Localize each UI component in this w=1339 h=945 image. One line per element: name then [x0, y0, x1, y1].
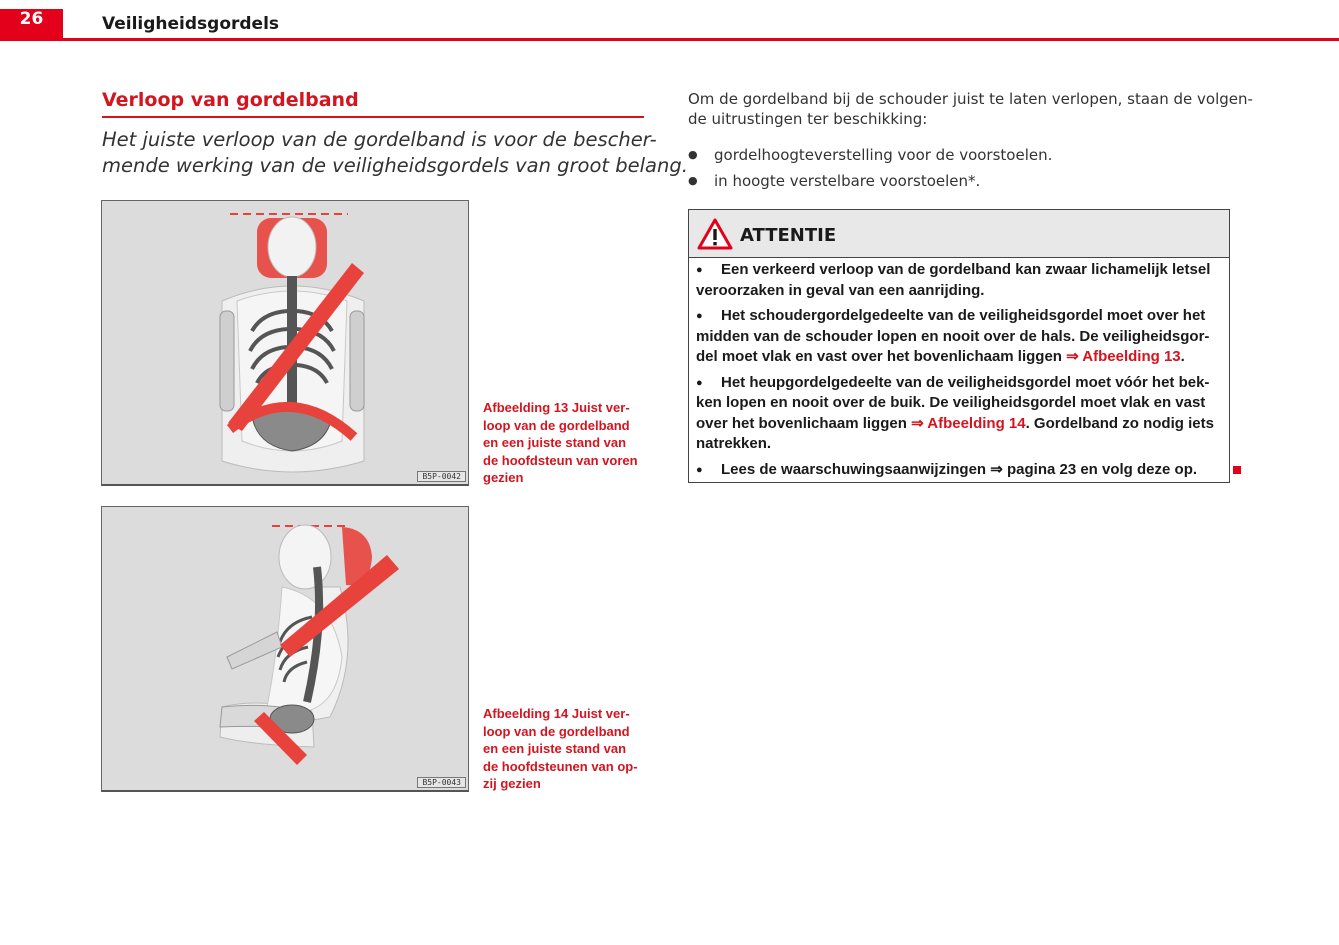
warning-text: natrekken. — [696, 435, 772, 452]
warning-title: ATTENTIE — [740, 225, 837, 246]
warning-text: . — [1180, 348, 1185, 365]
warning-body — [689, 258, 1229, 480]
caption-line: zij gezien — [483, 776, 541, 792]
caption-line: Afbeelding 14 Juist ver- — [483, 706, 630, 721]
warning-text: ken lopen en nooit over de buik. De veiligheidsgordel moet vlak en vast — [696, 394, 1206, 411]
intro-line: Om de gordelband bij de schouder juist te laten verlopen, staan de volgen- — [688, 90, 1253, 108]
chapter-title: Veiligheidsgordels — [102, 14, 280, 34]
page-header — [0, 0, 1339, 41]
warning-text: del moet vlak en vast over het bovenlichaam liggen — [696, 348, 1067, 365]
figure-13-front-view — [101, 200, 469, 486]
figure-14-side-view — [101, 506, 469, 792]
list-item: ● in hoogte verstelbare voorstoelen*. — [688, 171, 1052, 197]
caption-line: de hoofdsteun van voren — [483, 452, 638, 468]
warning-text: midden van de schouder lopen en nooit over de hals. De veiligheidsgor- — [696, 327, 1210, 345]
header-rule — [63, 38, 1339, 41]
page-number: 26 — [0, 9, 63, 41]
equipment-list — [688, 145, 1052, 197]
warning-box — [688, 209, 1230, 483]
warning-text: . Gordelband zo nodig iets — [1025, 414, 1214, 432]
warning-item: ● Een verkeerd verloop van de gordelband kan zwaar lichamelijk letsel veroorzaken in geval van een aanrijding. — [696, 260, 1222, 301]
section-title: Verloop van gordelband — [102, 89, 359, 111]
figure-14-link[interactable]: ⇒ Afbeelding 14 — [911, 414, 1026, 432]
seat-front-illustration — [102, 201, 469, 486]
caption-line: en een juiste stand van — [483, 741, 627, 757]
caption-line: loop van de gordelband — [483, 417, 630, 433]
warning-text: Het heupgordelgedeelte van de veiligheidsgordel moet vóór het bek- — [721, 373, 1210, 391]
intro-line: Het juiste verloop van de gordelband is voor de bescher- — [102, 128, 657, 151]
figure-code: B5P-0042 — [417, 471, 466, 482]
caption-line: en een juiste stand van — [483, 435, 627, 451]
warning-text: over het bovenlichaam liggen — [696, 414, 912, 432]
section-intro — [102, 127, 688, 179]
warning-text: veroorzaken in geval van een aanrijding. — [696, 281, 985, 299]
section-rule — [102, 116, 644, 118]
intro-line: de uitrustingen ter beschikking: — [688, 110, 928, 128]
right-intro — [688, 89, 1253, 129]
warning-item: ● Het schoudergordelgedeelte van de veiligheidsgordel moet over het midden van de schouder lopen en nooit over de hals. De veiligheidsgor- del moet vlak en vast over het bovenlichaam liggen ⇒ Afbeelding 13. — [696, 306, 1222, 368]
figure-14-caption — [483, 705, 648, 793]
caption-line: loop van de gordelband — [483, 723, 630, 739]
seat-side-illustration — [102, 507, 469, 792]
list-item: ● gordelhoogteverstelling voor de voorstoelen. — [688, 145, 1052, 171]
warning-text: Het schoudergordelgedeelte van de veiligheidsgordel moet over het — [721, 307, 1206, 324]
caption-line: Afbeelding 13 Juist ver- — [483, 400, 630, 415]
warning-triangle-icon — [697, 218, 733, 250]
caption-line: gezien — [483, 470, 524, 486]
intro-line: mende werking van de veiligheidsgordels van groot belang. — [102, 154, 688, 177]
warning-item: ● Het heupgordelgedeelte van de veiligheidsgordel moet vóór het bek- ken lopen en nooit over de buik. De veiligheidsgordel moet vlak en vast over het bovenlichaam liggen ⇒ Afbeelding 14. Gordelband zo nodig iets natrekken. — [696, 373, 1222, 455]
warning-text: Een verkeerd verloop van de gordelband kan zwaar lichamelijk letsel — [721, 261, 1211, 278]
warning-header — [689, 210, 1229, 258]
figure-13-caption — [483, 399, 648, 487]
warning-item: ● Lees de waarschuwingsaanwijzingen ⇒ pagina 23 en volg deze op. — [696, 460, 1198, 478]
figure-code: B5P-0043 — [417, 777, 466, 788]
section-end-marker — [1233, 466, 1241, 474]
warning-text: Lees de waarschuwingsaanwijzingen ⇒ pagina 23 en volg deze op. — [721, 460, 1198, 478]
figure-13-link[interactable]: ⇒ Afbeelding 13 — [1066, 348, 1181, 365]
caption-line: de hoofdsteunen van op- — [483, 758, 638, 774]
